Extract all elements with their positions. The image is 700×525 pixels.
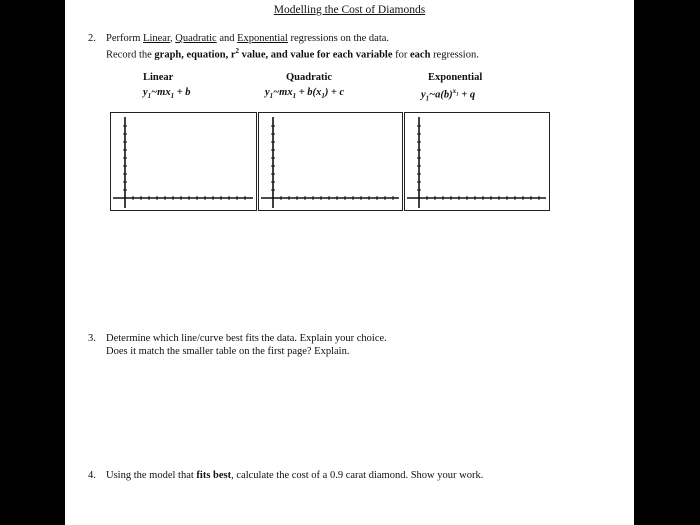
eq-part: + q [458,89,476,101]
exponential-header: Exponential [428,72,483,83]
text: regressions on the data. [287,33,390,44]
question-3-line-2: Does it match the smaller table on the first page? Explain. [106,346,350,357]
axes-svg [405,113,549,210]
bold-text: graph, equation, r [154,49,236,61]
question-number: 2. [88,33,96,44]
eq-sup-part: x [452,87,457,95]
superscript: 2 [235,47,239,55]
linear-equation [143,87,191,100]
axes-svg [259,113,402,210]
eq-part: y [265,87,270,98]
question-number: 4. [88,470,96,481]
eq-part: ~mx [151,87,171,98]
exponential-graph-box [404,112,550,211]
eq-part: y [143,87,148,98]
quadratic-term: Quadratic [175,33,217,44]
eq-part: ~mx [273,87,293,98]
quadratic-graph-box [258,112,403,211]
eq-part: + b(x [296,87,322,98]
text: , [170,33,176,44]
eq-part: y [421,89,426,101]
bold-text: fits best [196,470,232,481]
question-2-line-2 [106,45,479,62]
axes-svg [111,113,256,210]
eq-sub: 1 [425,94,430,103]
question-2-line-1 [106,32,389,45]
page-title: Modelling the Cost of Diamonds [273,4,426,16]
text: for [392,49,411,61]
quadratic-header: Quadratic [286,72,333,83]
eq-part: ) + c [324,87,345,98]
eq-sub: 1 [456,92,459,98]
bold-text: value, and value for each variable [239,49,393,61]
exponential-equation [421,87,475,103]
question-3-line-1: Determine which line/curve best fits the data. Explain your choice. [106,333,387,344]
text: regression. [430,49,479,61]
text: and [216,33,238,44]
text: Perform [106,33,144,44]
eq-part: + b [174,87,191,98]
linear-graph-box [110,112,257,211]
text: Using the model that [106,470,197,481]
eq-part: ~a(b) [429,89,453,101]
quadratic-equation [265,87,344,100]
linear-header: Linear [143,72,174,83]
worksheet-page [65,0,634,525]
eq-sub: 1 [321,92,325,101]
text: , calculate the cost of a 0.9 carat diamond. Show your work. [231,470,484,481]
eq-sub: 1 [292,92,297,101]
question-number: 3. [88,333,96,344]
bold-text: each [410,49,431,61]
linear-term: Linear [143,33,171,44]
eq-sub: 1 [147,92,152,101]
exponential-term: Exponential [237,33,288,44]
question-4-line-1 [106,469,483,482]
eq-sub: 1 [269,92,274,101]
eq-sub: 1 [170,92,175,101]
text: Record the [106,49,155,61]
